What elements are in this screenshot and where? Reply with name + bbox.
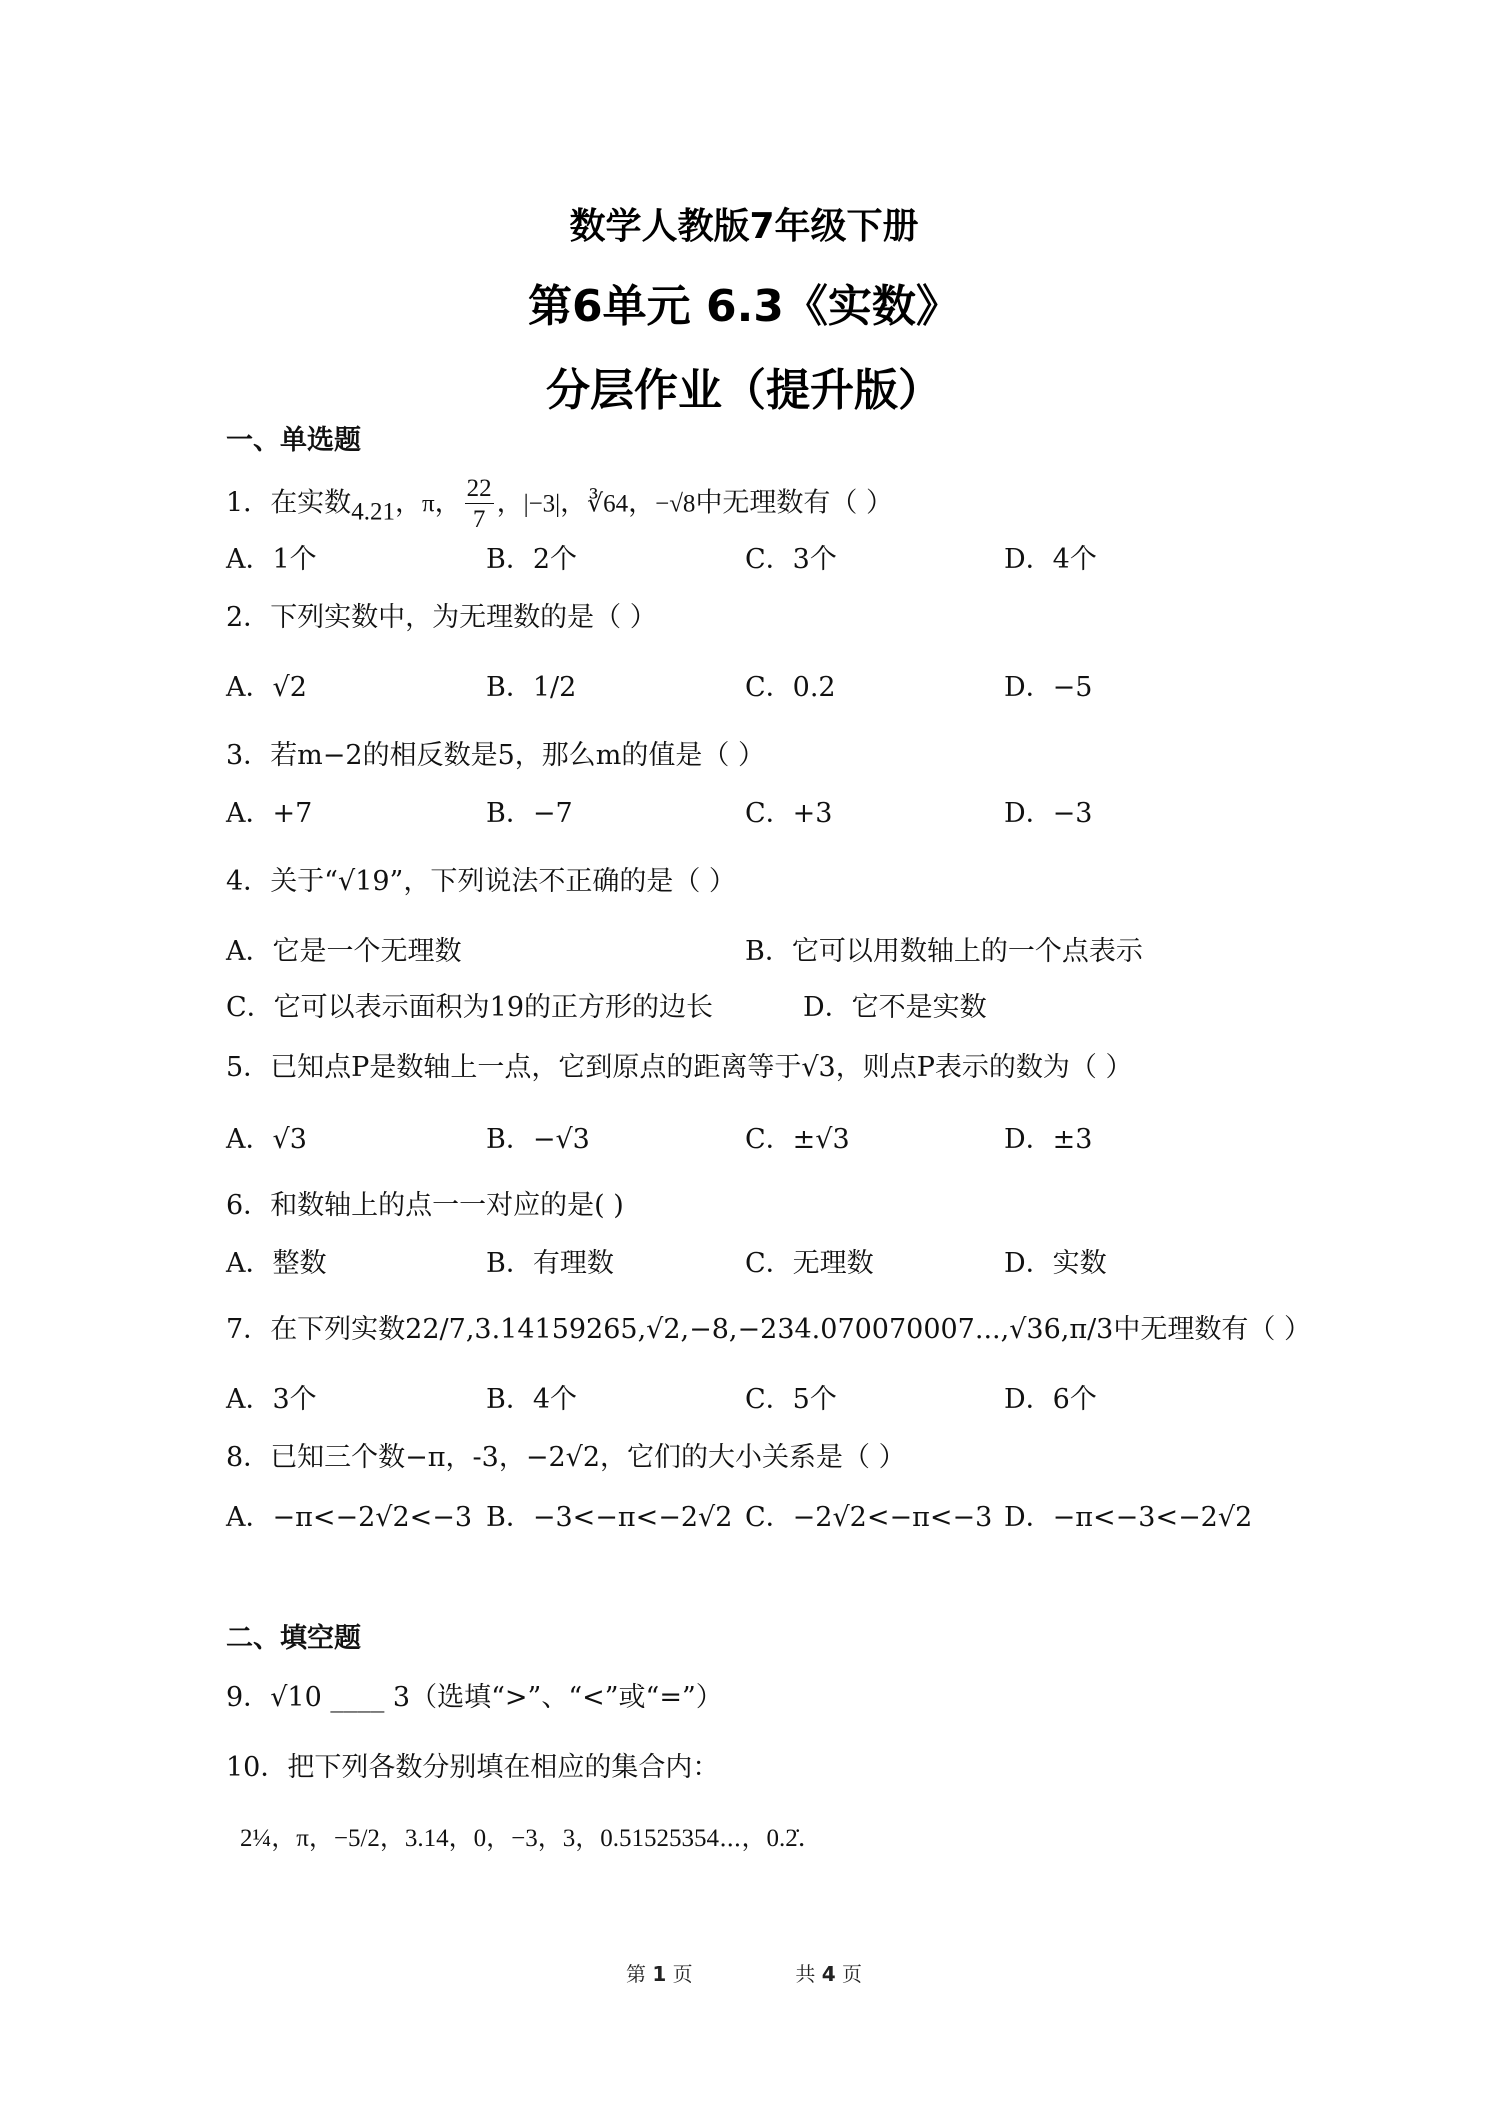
page-label-suffix: 页 — [672, 1962, 693, 1986]
question-number: 4． — [226, 866, 271, 897]
page-current: 1 — [652, 1962, 667, 1986]
page-label-prefix: 第 — [626, 1962, 646, 1986]
option-b[interactable]: B．−7 — [486, 798, 573, 829]
option-a[interactable]: A．它是一个无理数 — [226, 936, 462, 967]
section-heading-single-choice: 一、单选题 — [226, 425, 361, 456]
question-10-number-list: 2¼，π，−5/2，3.14，0，−3，3，0.51525354⋯，0.2̇． — [240, 1825, 823, 1852]
question-text: 关于“√19”，下列说法不正确的是（ ） — [270, 866, 736, 897]
fraction-22-7: $\frac{22}{7}$ — [466, 475, 492, 533]
math-item: 4.21 — [351, 498, 395, 526]
question-text: 和数轴上的点一一对应的是( ) — [270, 1190, 624, 1221]
math-item: π — [421, 490, 435, 518]
question-9 — [226, 1684, 723, 1711]
question-prefix: 在实数 — [270, 487, 352, 519]
question-number: 8． — [226, 1442, 271, 1473]
option-c[interactable]: C．−2√2<−π<−3 — [745, 1502, 993, 1533]
page-total: 4 — [821, 1962, 836, 1986]
option-d[interactable]: D．−5 — [1004, 672, 1093, 703]
question-number: 3． — [226, 740, 271, 771]
question-2 — [226, 604, 657, 631]
option-b[interactable]: B．−3<−π<−2√2 — [486, 1502, 733, 1533]
total-label-suffix: 页 — [842, 1962, 862, 1986]
option-a[interactable]: A．3个 — [226, 1384, 317, 1415]
option-c[interactable]: C．3个 — [745, 544, 837, 575]
option-a[interactable]: A．√2 — [226, 672, 307, 703]
option-b[interactable]: B．2个 — [486, 544, 578, 575]
option-d[interactable]: D．4个 — [1004, 544, 1097, 575]
question-text: 已知三个数−π，-3，−2√2，它们的大小关系是（ ） — [270, 1442, 906, 1473]
option-a[interactable]: A．√3 — [226, 1124, 307, 1155]
option-d[interactable]: D．±3 — [1004, 1124, 1093, 1155]
math-item: ∛64 — [587, 490, 629, 518]
option-c[interactable]: C．它可以表示面积为19的正方形的边长 — [226, 992, 714, 1023]
option-b[interactable]: B．有理数 — [486, 1248, 614, 1279]
question-3 — [226, 742, 765, 769]
option-b[interactable]: B．−√3 — [486, 1124, 590, 1155]
question-number: 6． — [226, 1190, 271, 1221]
question-1: 1．在实数4.21，π， $\frac{22}{7}$ ，|−3|，∛64，−√8中无理数有（ ） — [226, 475, 894, 533]
option-d[interactable]: D．实数 — [1004, 1248, 1107, 1279]
question-text: 下列实数中，为无理数的是（ ） — [270, 602, 657, 633]
question-number: 1． — [226, 487, 271, 519]
option-a[interactable]: A．+7 — [226, 798, 313, 829]
question-4 — [226, 868, 736, 895]
question-suffix: 中无理数有（ ） — [695, 487, 894, 519]
option-a[interactable]: A．1个 — [226, 544, 317, 575]
document-title-unit: 第6单元 6.3《实数》 — [528, 281, 960, 332]
question-5 — [226, 1054, 1133, 1081]
question-7 — [226, 1316, 1311, 1343]
option-c[interactable]: C．5个 — [745, 1384, 837, 1415]
option-a[interactable]: A．整数 — [226, 1248, 327, 1279]
question-number: 9． — [226, 1682, 271, 1713]
option-b[interactable]: B．1/2 — [486, 672, 577, 703]
option-c[interactable]: C．+3 — [745, 798, 833, 829]
option-a[interactable]: A．−π<−2√2<−3 — [226, 1502, 473, 1533]
document-title-course: 数学人教版7年级下册 — [569, 206, 919, 247]
option-d[interactable]: D．−3 — [1004, 798, 1093, 829]
option-b[interactable]: B．4个 — [486, 1384, 578, 1415]
total-label-prefix: 共 — [795, 1962, 816, 1986]
option-d[interactable]: D．−π<−3<−2√2 — [1004, 1502, 1253, 1533]
question-text: 在下列实数22/7,3.14159265,√2,−8,−234.070070007...,√36,π/3中无理数有（ ） — [270, 1314, 1311, 1345]
question-number: 2． — [226, 602, 271, 633]
option-c[interactable]: C．无理数 — [745, 1248, 874, 1279]
question-6 — [226, 1192, 624, 1219]
page-footer — [0, 1958, 1488, 1987]
question-number: 5． — [226, 1052, 271, 1083]
question-text: 把下列各数分别填在相应的集合内： — [287, 1752, 720, 1783]
question-8 — [226, 1444, 906, 1471]
option-b[interactable]: B．它可以用数轴上的一个点表示 — [745, 936, 1143, 967]
document-title-level: 分层作业（提升版） — [546, 365, 942, 416]
question-text: 若m−2的相反数是5，那么m的值是（ ） — [270, 740, 765, 771]
option-c[interactable]: C．±√3 — [745, 1124, 850, 1155]
math-item: |−3| — [523, 490, 561, 518]
math-item: −√8 — [655, 490, 696, 518]
section-heading-fill-blank: 二、填空题 — [226, 1623, 361, 1654]
option-c[interactable]: C．0.2 — [745, 672, 836, 703]
option-d[interactable]: D．6个 — [1004, 1384, 1097, 1415]
question-text: 已知点P是数轴上一点，它到原点的距离等于√3，则点P表示的数为（ ） — [270, 1052, 1133, 1083]
option-d[interactable]: D．它不是实数 — [803, 992, 987, 1023]
question-text: √10 ____ 3（选填“>”、“<”或“=”） — [270, 1682, 723, 1713]
question-number: 10． — [226, 1752, 288, 1783]
question-number: 7． — [226, 1314, 271, 1345]
question-10 — [226, 1754, 719, 1781]
